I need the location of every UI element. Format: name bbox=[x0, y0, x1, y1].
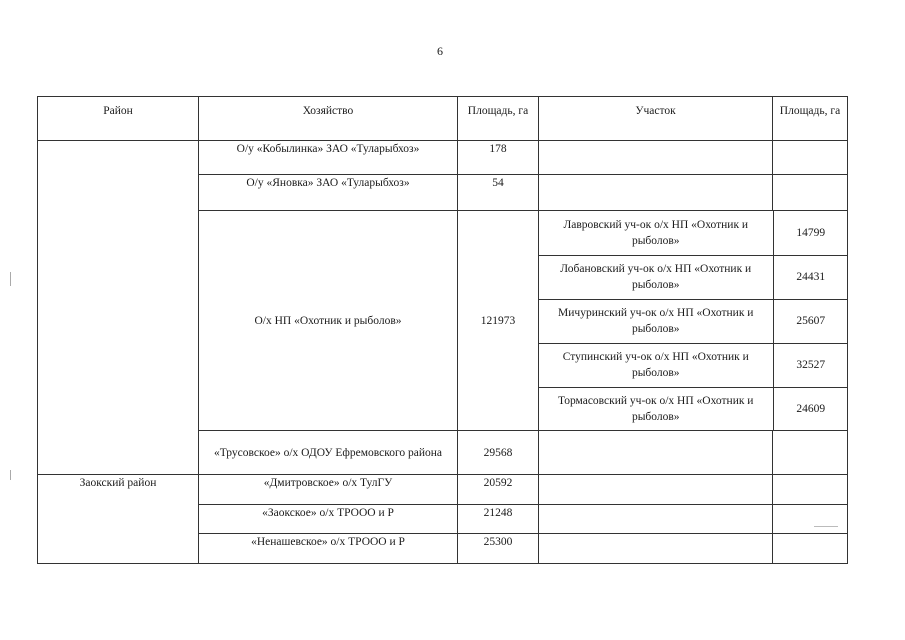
plot-area: 32527 bbox=[773, 343, 848, 387]
area-cell: 25300 bbox=[458, 534, 539, 564]
plot-area-cell-empty bbox=[773, 175, 848, 211]
plot-area-cell-empty bbox=[773, 534, 848, 564]
page-number: 6 bbox=[437, 44, 443, 58]
farm-cell: «Трусовское» о/х ОДОУ Ефремовского района bbox=[199, 431, 458, 475]
plots-subtable bbox=[539, 211, 848, 430]
plot-row bbox=[539, 343, 848, 387]
plot-name: Лавровский уч-ок о/х НП «Охотник и рыболов» bbox=[539, 211, 773, 255]
plot-row bbox=[539, 299, 848, 343]
farm-cell: «Ненашевское» о/х ТРООО и Р bbox=[199, 534, 458, 564]
header-row bbox=[38, 97, 848, 141]
area-cell: 29568 bbox=[458, 431, 539, 475]
plot-row bbox=[539, 255, 848, 299]
plot-cell-empty bbox=[539, 534, 773, 564]
plot-name: Мичуринский уч-ок о/х НП «Охотник и рыболов» bbox=[539, 299, 773, 343]
hunting-farms-table bbox=[37, 96, 848, 564]
area-cell: 20592 bbox=[458, 475, 539, 505]
header-area: Площадь, га bbox=[458, 97, 539, 141]
area-cell: 21248 bbox=[458, 505, 539, 534]
plot-cell-empty bbox=[539, 175, 773, 211]
plot-name: Ступинский уч-ок о/х НП «Охотник и рыболов» bbox=[539, 343, 773, 387]
scan-speck bbox=[814, 526, 838, 527]
header-district: Район bbox=[38, 97, 199, 141]
table-row bbox=[38, 141, 848, 175]
farm-cell: «Дмитровское» о/х ТулГУ bbox=[199, 475, 458, 505]
plot-row bbox=[539, 387, 848, 430]
scan-speck bbox=[10, 272, 11, 286]
farm-cell: «Заокское» о/х ТРООО и Р bbox=[199, 505, 458, 534]
header-plot-area: Площадь, га bbox=[773, 97, 848, 141]
plot-area-cell-empty bbox=[773, 505, 848, 534]
plot-area: 14799 bbox=[773, 211, 848, 255]
plot-area: 24431 bbox=[773, 255, 848, 299]
plot-name: Лобановский уч-ок о/х НП «Охотник и рыболов» bbox=[539, 255, 773, 299]
table-row bbox=[38, 475, 848, 505]
district-cell: Заокский район bbox=[38, 475, 199, 564]
plot-row bbox=[539, 211, 848, 255]
farm-cell: О/у «Кобылинка» ЗАО «Туларыбхоз» bbox=[199, 141, 458, 175]
district-cell-blank bbox=[38, 141, 199, 475]
plot-cell-empty bbox=[539, 141, 773, 175]
area-cell: 121973 bbox=[458, 211, 539, 431]
area-cell: 54 bbox=[458, 175, 539, 211]
plot-name: Тормасовский уч-ок о/х НП «Охотник и рыболов» bbox=[539, 387, 773, 430]
header-farm: Хозяйство bbox=[199, 97, 458, 141]
plot-cell-empty bbox=[539, 505, 773, 534]
plot-cell-empty bbox=[539, 431, 773, 475]
plots-container bbox=[539, 211, 848, 431]
plot-area: 25607 bbox=[773, 299, 848, 343]
area-cell: 178 bbox=[458, 141, 539, 175]
scan-speck bbox=[10, 470, 11, 480]
plot-cell-empty bbox=[539, 475, 773, 505]
plot-area-cell-empty bbox=[773, 475, 848, 505]
farm-cell: О/х НП «Охотник и рыболов» bbox=[199, 211, 458, 431]
plot-area-cell-empty bbox=[773, 431, 848, 475]
header-plot: Участок bbox=[539, 97, 773, 141]
plot-area-cell-empty bbox=[773, 141, 848, 175]
plot-area: 24609 bbox=[773, 387, 848, 430]
farm-cell: О/у «Яновка» ЗАО «Туларыбхоз» bbox=[199, 175, 458, 211]
